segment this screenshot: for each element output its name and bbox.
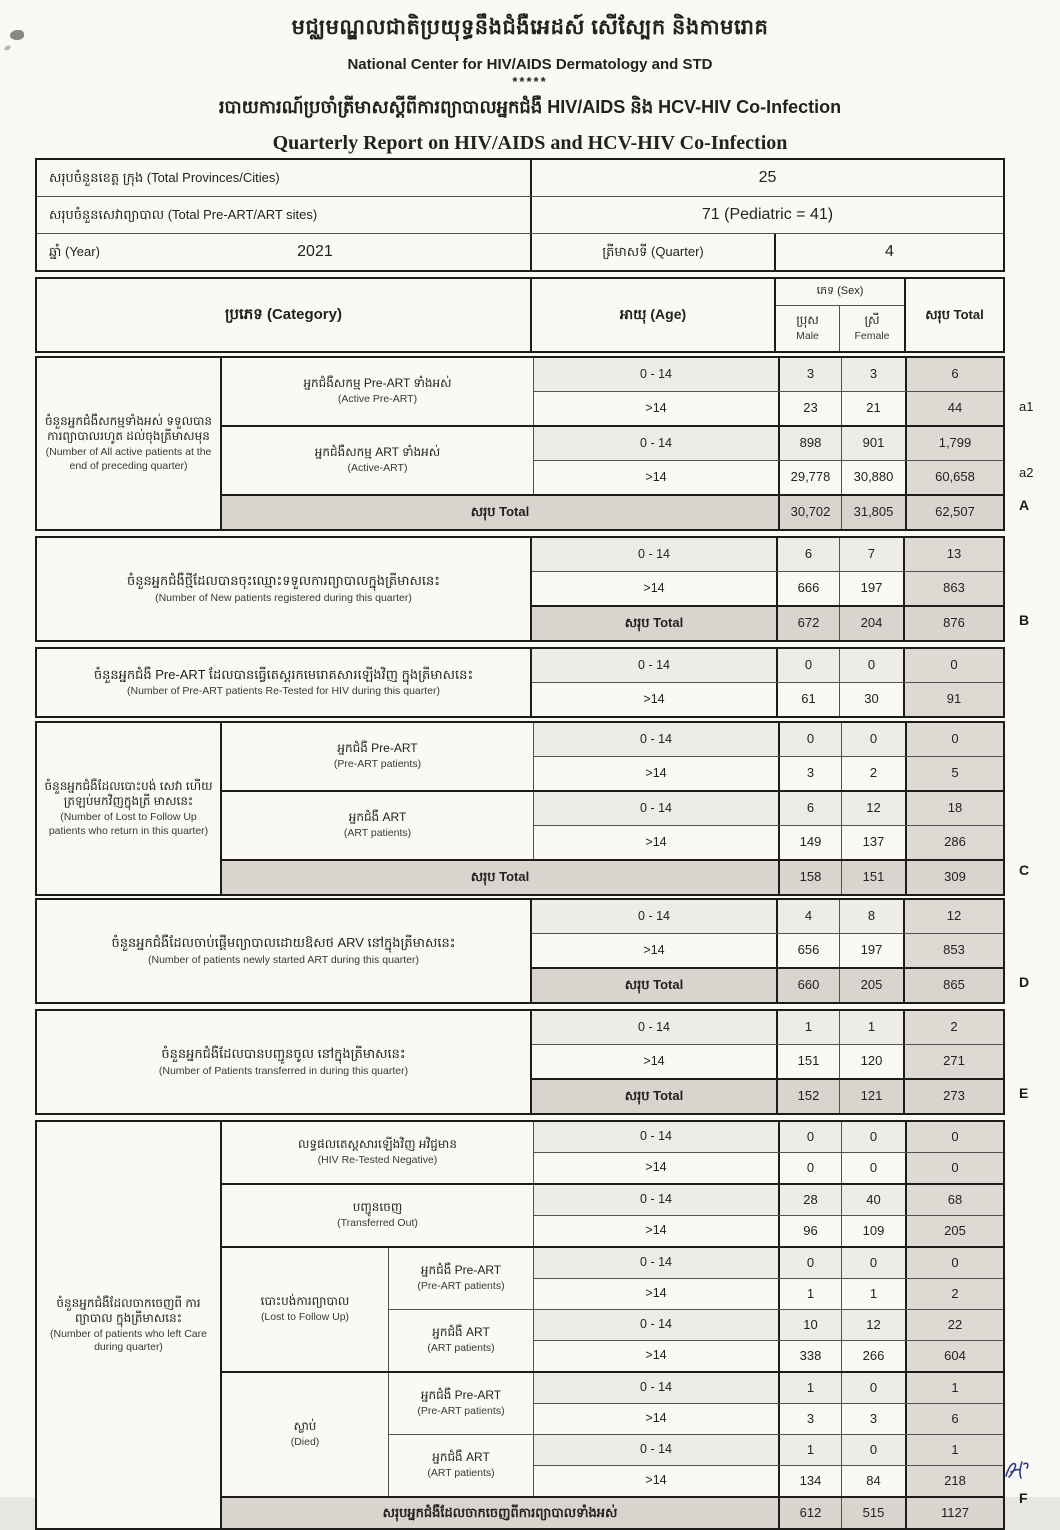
label-english: (Number of Patients transferred in during this quarter) (158, 1064, 409, 1077)
group-active-art (222, 425, 1003, 494)
total-cell: 1127 (905, 1498, 1003, 1528)
total-cell: 5 (905, 757, 1003, 790)
subgroup-art (389, 1309, 1003, 1371)
table-row (532, 1011, 1003, 1044)
report-tables (35, 158, 1034, 1530)
row-label (222, 1185, 533, 1246)
male-cell: 30,702 (778, 496, 841, 529)
female-cell: 40 (841, 1185, 905, 1215)
main-table-header (35, 277, 1005, 353)
table-row (534, 756, 1003, 790)
age-cell: >14 (643, 942, 665, 957)
table-row (534, 1340, 1003, 1371)
group-lost-to-follow-up (222, 1246, 1003, 1371)
male-cell: 96 (778, 1216, 841, 1246)
total-cell: 0 (903, 649, 1003, 682)
section-a-label (37, 358, 220, 529)
total-cell: 6 (905, 1404, 1003, 1434)
table-row (534, 1248, 1003, 1278)
table-row (776, 305, 904, 351)
label-english: (ART patients) (427, 1467, 495, 1480)
label-english: (Pre-ART patients) (417, 1280, 505, 1293)
row-code-A: A (1019, 497, 1030, 513)
provinces-value: 25 (530, 160, 1003, 196)
table-row (37, 233, 1003, 270)
total-cell: 1,799 (905, 427, 1003, 460)
scan-smudge (10, 30, 24, 40)
total-cell: 22 (905, 1310, 1003, 1340)
label-english: (Transferred Out) (337, 1217, 418, 1230)
section-d (35, 898, 1030, 1004)
male-cell: 1 (778, 1373, 841, 1403)
sites-label: សរុបចំនួនសេវាព្យាបាល (Total Pre-ART/ART sites) (49, 206, 318, 222)
label-khmer: អ្នកជំងឺសកម្ម Pre-ART ទាំងអស់ (303, 376, 452, 391)
section-f-total-row (222, 1496, 1003, 1528)
group-transferred-out (222, 1183, 1003, 1246)
male-cell: 6 (776, 538, 839, 571)
male-cell: 134 (778, 1466, 841, 1496)
female-cell: 3 (841, 358, 905, 391)
section-e-total-row (532, 1078, 1003, 1113)
row-code-D: D (1019, 974, 1030, 990)
total-cell: 1 (905, 1435, 1003, 1465)
female-cell: 266 (841, 1341, 905, 1371)
col-sex-group (774, 279, 904, 351)
female-cell: 197 (839, 934, 903, 967)
age-cell: 0 - 14 (534, 427, 778, 460)
age-cell: 0 - 14 (534, 1185, 778, 1215)
female-cell: 0 (841, 1153, 905, 1183)
label-english: (Active Pre-ART) (337, 393, 418, 406)
label-khmer: បញ្ជូនចេញ (352, 1200, 403, 1215)
col-age: អាយុ (Age) (530, 279, 774, 351)
male-cell: 6 (778, 792, 841, 825)
table-row (532, 571, 1003, 605)
total-cell: 0 (905, 1122, 1003, 1152)
male-cell: 0 (778, 1248, 841, 1278)
label-khmer: លទ្ធផលតេស្តសារឡើងវិញ អវិជ្ជមាន (298, 1137, 457, 1152)
age-cell: >14 (645, 834, 667, 849)
total-cell: 876 (903, 607, 1003, 640)
table-row (532, 1044, 1003, 1078)
star-divider: ***** (512, 74, 548, 89)
label-english: (HIV Re-Tested Negative) (317, 1154, 438, 1167)
total-cell: 13 (903, 538, 1003, 571)
table-row (534, 1278, 1003, 1309)
handwritten-initials (1000, 1452, 1034, 1486)
table-row (532, 649, 1003, 682)
female-cell: 121 (839, 1080, 903, 1113)
group-retested-negative (222, 1122, 1003, 1183)
total-cell: 309 (905, 861, 1003, 894)
total-cell: 273 (903, 1080, 1003, 1113)
label-khmer: ចំនួនអ្នកជំងឺថ្មីដែលបានចុះឈ្មោះទទួលការព្យាបាលក្នុងត្រីមាសនេះ (127, 573, 440, 589)
table-row (37, 160, 1003, 196)
age-cell: 0 - 14 (534, 792, 778, 825)
male-cell: 23 (778, 392, 841, 425)
table-row (532, 933, 1003, 967)
table-row (534, 391, 1003, 425)
org-title-khmer: មជ្ឈមណ្ឌលជាតិប្រយុទ្ធនឹងជំងឺអេដស៍ សើស្បែក និងកាមរោគ (291, 16, 769, 39)
label-khmer: ចំនួនអ្នកជំងឺដែលបានបញ្ជូនចូល នៅក្នុងត្រីមាសនេះ (161, 1046, 406, 1062)
female-cell: 137 (841, 826, 905, 859)
row-label (222, 1373, 388, 1496)
label-khmer: បោះបង់ការព្យាបាល (260, 1294, 350, 1309)
col-female (839, 306, 904, 351)
label-khmer: ចំនួនអ្នកជំងឺ Pre-ART ដែលបានធ្វើតេស្តរកមេរោគសារឡើងវិញ ក្នុងត្រីមាសនេះ (93, 666, 474, 682)
org-title-english: National Center for HIV/AIDS Dermatology and STD (347, 56, 713, 73)
female-cell: 1 (839, 1011, 903, 1044)
table-row (37, 900, 1003, 1002)
age-cell: 0 - 14 (534, 723, 778, 756)
label-english: (ART patients) (427, 1342, 495, 1355)
quarter-value: 4 (774, 234, 1003, 270)
age-cell: >14 (643, 580, 665, 595)
section-c-label (37, 723, 220, 894)
row-label (389, 1310, 533, 1371)
age-cell: >14 (645, 400, 667, 415)
table-row (534, 792, 1003, 825)
male-cell: 1 (776, 1011, 839, 1044)
table-row (534, 460, 1003, 494)
male-cell: 149 (778, 826, 841, 859)
age-cell: 0 - 14 (532, 900, 776, 933)
section-c-total-row (222, 859, 1003, 894)
male-cell: 158 (778, 861, 841, 894)
info-table (35, 158, 1005, 272)
table-row (37, 196, 1003, 233)
male-cell: 3 (778, 757, 841, 790)
total-label: សរុប Total (470, 504, 530, 520)
total-cell: 18 (905, 792, 1003, 825)
row-code-F: F (1019, 1490, 1028, 1506)
female-cell: 0 (841, 1122, 905, 1152)
total-cell: 0 (905, 1248, 1003, 1278)
male-cell: 672 (776, 607, 839, 640)
row-label (222, 1248, 388, 1371)
col-female-khmer: ស្រី (864, 313, 880, 328)
label-english: (Number of Lost to Follow Up patients who return in this quarter) (48, 811, 209, 837)
label-khmer: អ្នកជំងឺ Pre-ART (420, 1263, 502, 1278)
table-row (534, 1152, 1003, 1183)
female-cell: 0 (841, 1248, 905, 1278)
label-khmer: អ្នកជំងឺ ART (432, 1450, 490, 1465)
label-khmer: ចំនួនអ្នកជំងឺសកម្មទាំងអស់ ទទួលបានការព្យាបាលរហូត ដល់ចុងត្រីមាសមុន (44, 414, 213, 444)
age-cell: 0 - 14 (534, 358, 778, 391)
group-art (222, 790, 1003, 859)
age-cell: 0 - 14 (532, 1011, 776, 1044)
section-e-label (37, 1011, 530, 1113)
group-active-preart (222, 358, 1003, 425)
col-male-english: Male (796, 330, 819, 343)
total-cell: 1 (905, 1373, 1003, 1403)
female-cell: 3 (841, 1404, 905, 1434)
section-retest-label (37, 649, 530, 716)
age-cell: >14 (643, 1053, 665, 1068)
female-cell: 31,805 (841, 496, 905, 529)
age-cell: >14 (645, 1160, 667, 1175)
report-title-khmer: របាយការណ៍ប្រចាំត្រីមាសស្ដីពីការព្យាបាលអ្នកជំងឺ HIV/AIDS និង HCV-HIV Co-Infection (218, 97, 842, 117)
label-khmer: អ្នកជំងឺ Pre-ART (337, 741, 418, 756)
table-row (37, 358, 1003, 529)
total-cell: 853 (903, 934, 1003, 967)
section-f (35, 1120, 1028, 1530)
male-cell: 1 (778, 1435, 841, 1465)
male-cell: 3 (778, 1404, 841, 1434)
female-cell: 30,880 (841, 461, 905, 494)
section-e (35, 1009, 1029, 1115)
label-khmer: អ្នកជំងឺ ART (432, 1325, 490, 1340)
total-label: សរុប Total (470, 869, 530, 885)
age-cell: >14 (643, 691, 665, 706)
total-cell: 271 (903, 1045, 1003, 1078)
section-d-total-row (532, 967, 1003, 1002)
female-cell: 12 (841, 792, 905, 825)
year-value: 2021 (297, 243, 333, 260)
age-cell: 0 - 14 (532, 649, 776, 682)
section-b-total-row (532, 605, 1003, 640)
table-row (37, 649, 1003, 716)
age-cell: 0 - 14 (532, 538, 776, 571)
table-row (534, 723, 1003, 756)
row-code-a2: a2 (1019, 465, 1034, 480)
total-cell: 12 (903, 900, 1003, 933)
table-row (534, 427, 1003, 460)
female-cell: 12 (841, 1310, 905, 1340)
row-label (389, 1373, 533, 1434)
row-code-a1: a1 (1019, 399, 1034, 414)
total-cell: 2 (905, 1279, 1003, 1309)
section-f-label (37, 1122, 220, 1528)
age-cell: 0 - 14 (534, 1435, 778, 1465)
label-khmer: អ្នកជំងឺ ART (348, 810, 407, 825)
report-title-english: Quarterly Report on HIV/AIDS and HCV-HIV Co-Infection (272, 132, 788, 154)
row-code-E: E (1019, 1085, 1029, 1101)
col-female-english: Female (854, 330, 890, 343)
total-cell: 2 (903, 1011, 1003, 1044)
row-label (222, 358, 533, 425)
female-cell: 21 (841, 392, 905, 425)
total-cell: 62,507 (905, 496, 1003, 529)
female-cell: 901 (841, 427, 905, 460)
label-khmer: អ្នកជំងឺសកម្ម ART ទាំងអស់ (314, 445, 441, 460)
female-cell: 151 (841, 861, 905, 894)
table-row (532, 538, 1003, 571)
male-cell: 0 (778, 1153, 841, 1183)
table-row (534, 825, 1003, 859)
total-cell: 91 (903, 683, 1003, 716)
total-cell: 6 (905, 358, 1003, 391)
row-label (222, 723, 533, 790)
label-khmer: ស្លាប់ (293, 1419, 317, 1434)
total-cell: 865 (903, 969, 1003, 1002)
age-cell: >14 (645, 1223, 667, 1238)
male-cell: 10 (778, 1310, 841, 1340)
label-khmer: ចំនួនអ្នកជំងឺដែលចាប់ផ្ដើមព្យាបាលដោយឱសថ ARV នៅក្នុងត្រីមាសនេះ (111, 935, 456, 951)
female-cell: 8 (839, 900, 903, 933)
male-cell: 1 (778, 1279, 841, 1309)
male-cell: 666 (776, 572, 839, 605)
row-label (222, 427, 533, 494)
table-row (37, 279, 1003, 351)
table-row (37, 1011, 1003, 1113)
label-khmer: ចំនួនអ្នកជំងឺដែលបោះបង់ សេវា ហើយត្រឡប់មកវិញក្នុងត្រី មាសនេះ (44, 779, 213, 809)
row-code-C: C (1019, 862, 1030, 878)
male-cell: 612 (778, 1498, 841, 1528)
total-label: សរុប Total (624, 615, 684, 631)
year-cell (37, 234, 530, 270)
total-cell: 218 (905, 1466, 1003, 1496)
age-cell: 0 - 14 (534, 1122, 778, 1152)
total-cell: 205 (905, 1216, 1003, 1246)
female-cell: 109 (841, 1216, 905, 1246)
col-male (776, 306, 839, 351)
subgroup-preart (389, 1248, 1003, 1309)
label-english: (Active-ART) (347, 462, 408, 475)
col-sex: ភេទ (Sex) (816, 285, 864, 298)
label-english: (Lost to Follow Up) (260, 1311, 350, 1324)
table-row (532, 900, 1003, 933)
table-row (534, 1215, 1003, 1246)
label-khmer: អ្នកជំងឺ Pre-ART (420, 1388, 502, 1403)
female-cell: 0 (841, 1373, 905, 1403)
age-cell: >14 (645, 1411, 667, 1426)
table-row (534, 1435, 1003, 1465)
table-row (532, 682, 1003, 716)
label-english: (ART patients) (343, 827, 412, 840)
male-cell: 152 (776, 1080, 839, 1113)
col-male-khmer: ប្រុស (796, 313, 819, 328)
male-cell: 4 (776, 900, 839, 933)
label-khmer: ចំនួនអ្នកជំងឺដែលចាកចេញពី ការព្យាបាល ក្នុងត្រីមាសនេះ (56, 1295, 201, 1325)
total-cell: 0 (905, 723, 1003, 756)
row-label (222, 792, 533, 859)
table-row (534, 1185, 1003, 1215)
section-a (35, 356, 1034, 531)
table-row (534, 1465, 1003, 1496)
table-row (37, 723, 1003, 894)
section-retest (35, 647, 1005, 718)
age-cell: 0 - 14 (534, 1310, 778, 1340)
label-english: (Number of New patients registered during this quarter) (155, 591, 412, 604)
male-cell: 0 (778, 1122, 841, 1152)
male-cell: 151 (776, 1045, 839, 1078)
col-category: ប្រភេទ (Category) (225, 305, 342, 323)
provinces-label: សរុបចំនួនខេត្ត ក្រុង (Total Provinces/Cities) (49, 169, 280, 185)
total-cell: 286 (905, 826, 1003, 859)
label-english: (Number of Pre-ART patients Re-Tested for HIV during this quarter) (127, 685, 440, 698)
total-cell: 44 (905, 392, 1003, 425)
table-row (534, 1403, 1003, 1434)
sites-value: 71 (Pediatric = 41) (530, 197, 1003, 233)
age-cell: >14 (645, 1348, 667, 1363)
section-b-label (37, 538, 530, 640)
female-cell: 120 (839, 1045, 903, 1078)
total-cell: 68 (905, 1185, 1003, 1215)
table-row (534, 358, 1003, 391)
female-cell: 7 (839, 538, 903, 571)
total-cell: 60,658 (905, 461, 1003, 494)
male-cell: 29,778 (778, 461, 841, 494)
table-row (534, 1310, 1003, 1340)
group-preart (222, 723, 1003, 790)
total-label: សរុប Total (624, 1088, 684, 1104)
col-total: សរុប Total (904, 279, 1003, 351)
female-cell: 204 (839, 607, 903, 640)
female-cell: 1 (841, 1279, 905, 1309)
total-cell: 604 (905, 1341, 1003, 1371)
subgroup-preart (389, 1373, 1003, 1434)
label-english: (Number of patients newly started ART during this quarter) (148, 953, 419, 966)
total-cell: 0 (905, 1153, 1003, 1183)
male-cell: 3 (778, 358, 841, 391)
age-cell: >14 (645, 469, 667, 484)
section-c (35, 721, 1030, 896)
female-cell: 84 (841, 1466, 905, 1496)
male-cell: 898 (778, 427, 841, 460)
table-row (37, 1122, 1003, 1528)
total-label: សរុបអ្នកជំងឺដែលចាកចេញពីការព្យាបាលទាំងអស់ (382, 1504, 618, 1520)
label-english: (Number of All active patients at the end of preceding quarter) (45, 446, 212, 472)
section-a-total-row (222, 494, 1003, 529)
male-cell: 656 (776, 934, 839, 967)
quarter-label: ត្រីមាសទី (Quarter) (530, 234, 774, 270)
female-cell: 0 (841, 723, 905, 756)
table-row (534, 1373, 1003, 1403)
female-cell: 2 (841, 757, 905, 790)
female-cell: 205 (839, 969, 903, 1002)
age-cell: 0 - 14 (534, 1373, 778, 1403)
row-label (222, 1122, 533, 1183)
total-cell: 863 (903, 572, 1003, 605)
label-english: (Pre-ART patients) (333, 758, 422, 771)
male-cell: 0 (776, 649, 839, 682)
male-cell: 28 (778, 1185, 841, 1215)
label-english: (Number of patients who left Care during quarter) (50, 1327, 207, 1353)
table-row (37, 538, 1003, 640)
label-english: (Pre-ART patients) (417, 1405, 505, 1418)
table-row (534, 1122, 1003, 1152)
male-cell: 61 (776, 683, 839, 716)
female-cell: 197 (839, 572, 903, 605)
age-cell: >14 (645, 1473, 667, 1488)
row-code-B: B (1019, 612, 1030, 628)
female-cell: 0 (841, 1435, 905, 1465)
group-died (222, 1371, 1003, 1496)
male-cell: 0 (778, 723, 841, 756)
document-header (0, 0, 1060, 158)
age-cell: >14 (645, 765, 667, 780)
female-cell: 515 (841, 1498, 905, 1528)
label-english: (Died) (290, 1436, 320, 1449)
row-label (389, 1435, 533, 1496)
row-label (389, 1248, 533, 1309)
male-cell: 338 (778, 1341, 841, 1371)
section-b (35, 536, 1030, 642)
age-cell: >14 (645, 1286, 667, 1301)
age-cell: 0 - 14 (534, 1248, 778, 1278)
section-d-label (37, 900, 530, 1002)
female-cell: 30 (839, 683, 903, 716)
subgroup-art (389, 1434, 1003, 1496)
year-label: ឆ្នាំ (Year) (49, 243, 100, 259)
female-cell: 0 (839, 649, 903, 682)
total-label: សរុប Total (624, 977, 684, 993)
male-cell: 660 (776, 969, 839, 1002)
